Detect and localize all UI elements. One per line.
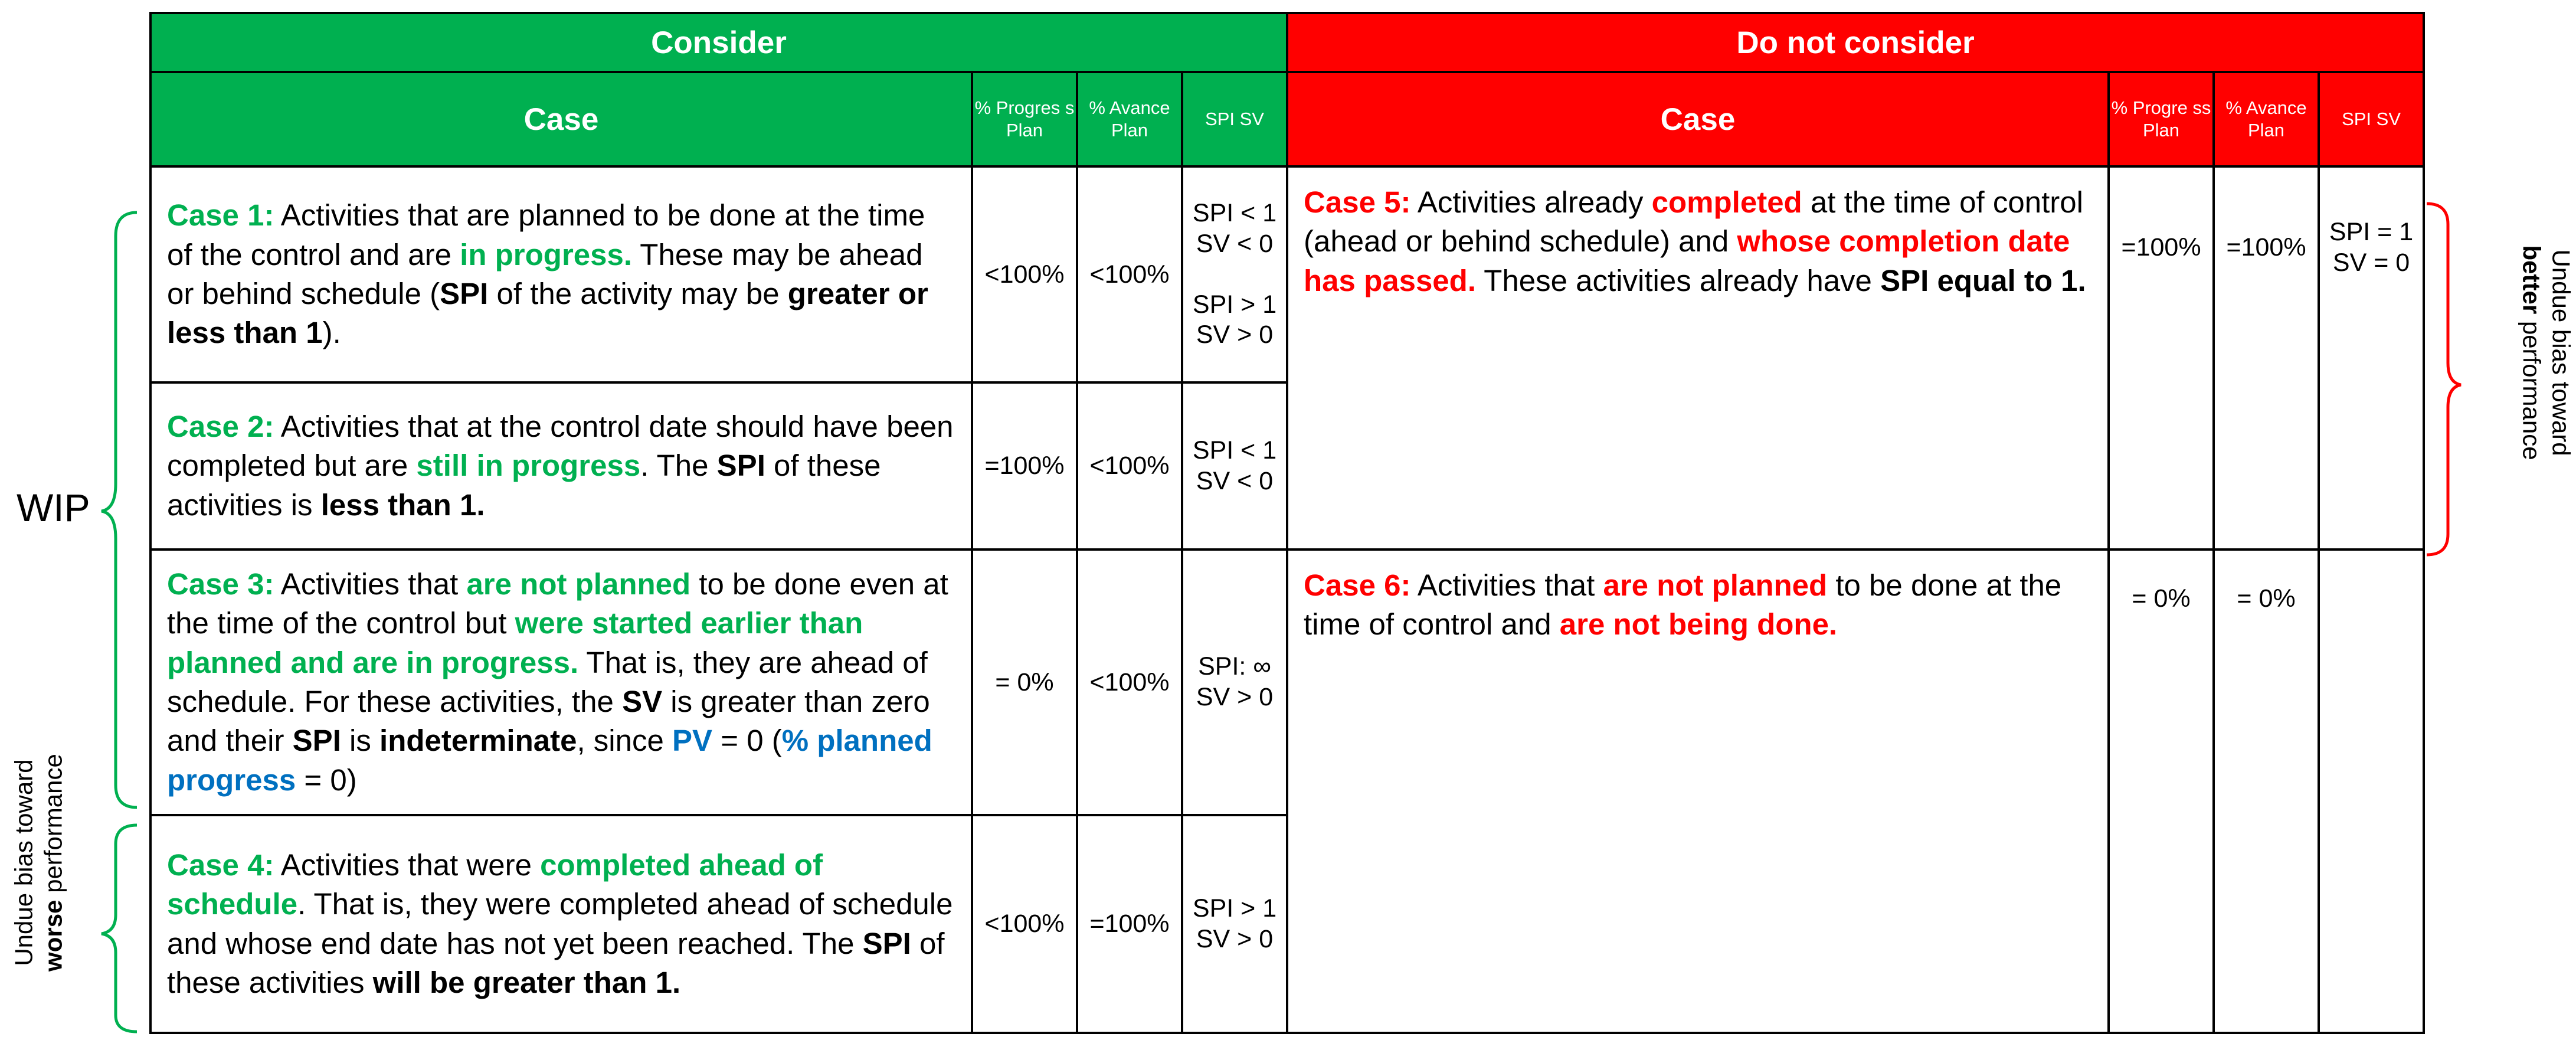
case-4-progress-plan: <100%: [972, 815, 1077, 1033]
avance-plan-header-green: % Avance Plan: [1077, 72, 1182, 166]
do-not-consider-header: Do not consider: [1287, 13, 2424, 72]
case-1-spi-sv: SPI < 1 SV < 0 SPI > 1 SV > 0: [1182, 166, 1287, 382]
case-2-description: Case 2: Activities that at the control date should have been completed but are still in progress. The SPI of these activities is less than 1.: [150, 382, 972, 550]
case-5-description: Case 5: Activities already completed at the time of control (ahead or behind schedule) and whose completion date has passed. These activities already have SPI equal to 1.: [1287, 166, 2109, 550]
case-2-avance-plan: <100%: [1077, 382, 1182, 550]
wip-label: WIP: [17, 486, 90, 529]
case-header-green: Case: [150, 72, 972, 166]
case-2-spi-sv: SPI < 1 SV < 0: [1182, 382, 1287, 550]
case-4-spi-sv: SPI > 1 SV > 0: [1182, 815, 1287, 1033]
case-6-description: Case 6: Activities that are not planned to be done at the time of control and are not being done.: [1287, 550, 2109, 1033]
better-brace: [2427, 204, 2461, 555]
spi-sv-header-red: SPI SV: [2319, 72, 2424, 166]
case-3-description: Case 3: Activities that are not planned to be done even at the time of the control but were started earlier than planned and are in progress. That is, they are ahead of schedule. For these activities, the SV is greater than zero and their SPI is indeterminate, since PV = 0 (% planned progress = 0): [150, 550, 972, 815]
case-3-progress-plan: = 0%: [972, 550, 1077, 815]
spi-sv-header-green: SPI SV: [1182, 72, 1287, 166]
case-5-spi-sv: SPI = 1 SV = 0: [2319, 166, 2424, 550]
better-bias-label: Undue bias toward better performance: [2518, 245, 2575, 460]
case-6-avance-plan: = 0%: [2214, 550, 2319, 1033]
wip-brace: [102, 212, 137, 807]
progress-plan-header-green: % Progres s Plan: [972, 72, 1077, 166]
worse-brace: [102, 825, 137, 1032]
case-2-progress-plan: =100%: [972, 382, 1077, 550]
case-4-avance-plan: =100%: [1077, 815, 1182, 1033]
case-3-avance-plan: <100%: [1077, 550, 1182, 815]
worse-bias-label: Undue bias toward worse performance: [9, 754, 67, 972]
case-header-red: Case: [1287, 72, 2109, 166]
case-3-spi-sv: SPI: ∞ SV > 0: [1182, 550, 1287, 815]
case-5-progress-plan: =100%: [2109, 166, 2214, 550]
case-6-progress-plan: = 0%: [2109, 550, 2214, 1033]
case-1-avance-plan: <100%: [1077, 166, 1182, 382]
consider-header: Consider: [150, 13, 1287, 72]
case-1-description: Case 1: Activities that are planned to be done at the time of the control and are in progress. These may be ahead or behind schedule (SPI of the activity may be greater or less than 1).: [150, 166, 972, 382]
case-1-progress-plan: <100%: [972, 166, 1077, 382]
avance-plan-header-red: % Avance Plan: [2214, 72, 2319, 166]
progress-plan-header-red: % Progre ss Plan: [2109, 72, 2214, 166]
case-5-avance-plan: =100%: [2214, 166, 2319, 550]
case-4-description: Case 4: Activities that were completed ahead of schedule. That is, they were completed ahead of schedule and whose end date has not yet been reached. The SPI of these activities will be greater than 1.: [150, 815, 972, 1033]
